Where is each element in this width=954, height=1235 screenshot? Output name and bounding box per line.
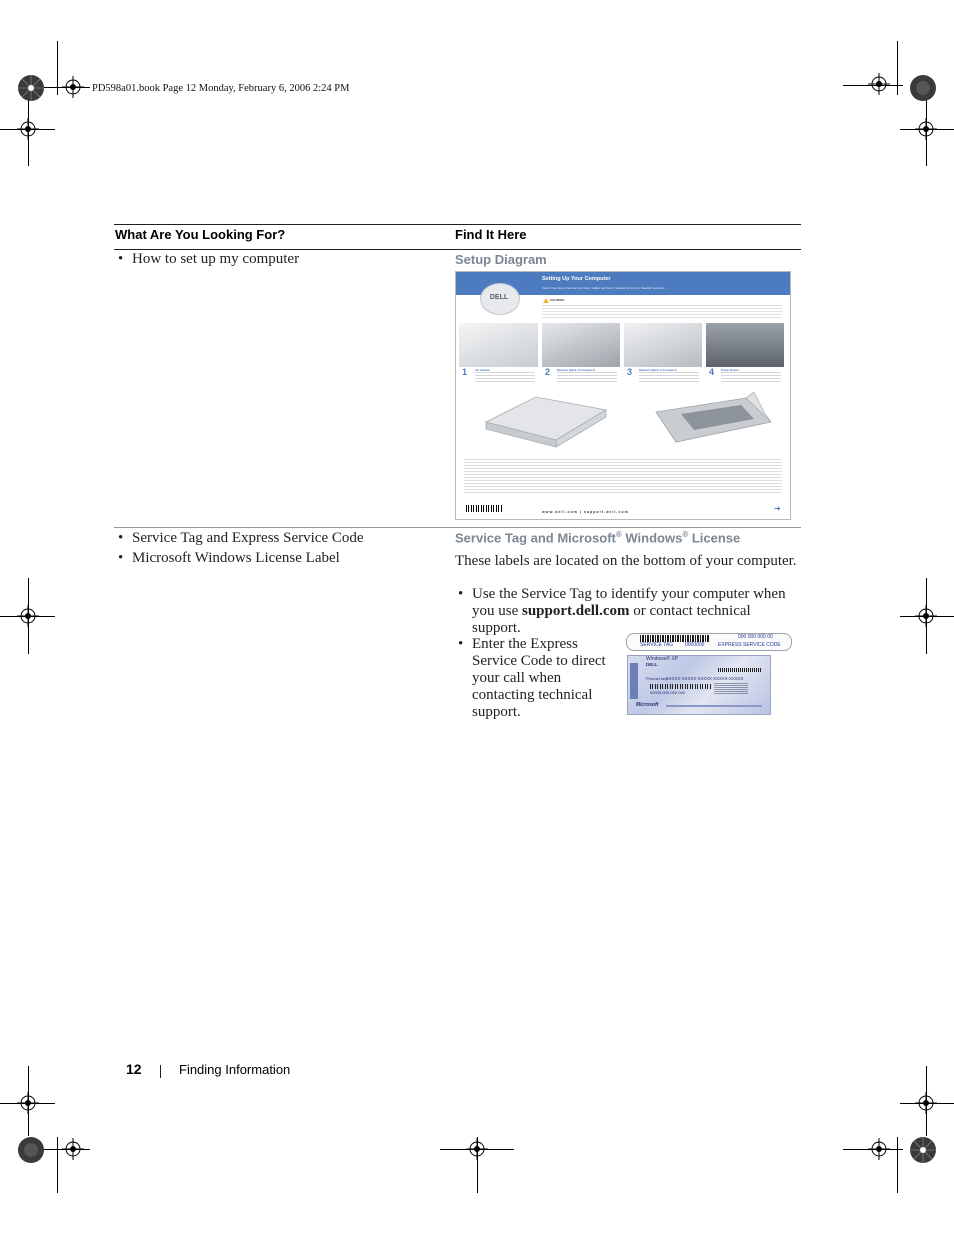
registration-mark-icon <box>466 1138 488 1160</box>
registration-mark-icon <box>62 76 84 98</box>
service-tag-license-label-image <box>626 633 792 717</box>
step-3-label: Network (Back of Computer) <box>639 368 677 372</box>
diagram-title: Setting Up Your Computer <box>542 276 611 282</box>
express-code-value: 000 000 000 00 <box>738 634 773 640</box>
color-rosette-icon <box>909 74 937 102</box>
list-item-service-tag-pre: Use the Service Tag to identify your computer when you use <box>472 586 786 619</box>
coa-bottom-line <box>666 705 762 707</box>
step-3-photo <box>624 323 702 367</box>
coa-oem-name: DELL <box>646 662 658 667</box>
coa-barcode-top-icon <box>718 668 762 672</box>
diagram-callout-text-lines <box>464 459 782 493</box>
list-item-service-tag-post: or contact technical support. <box>472 603 751 636</box>
table-top-rule <box>114 224 801 225</box>
registration-mark-icon <box>62 1138 84 1160</box>
step-3-text-lines <box>639 372 699 384</box>
registered-mark: ® <box>615 530 622 539</box>
step-4-number: 4 <box>709 367 715 377</box>
bullet-setup-computer: • How to set up my computer <box>132 251 299 268</box>
diagram-caution-text-lines <box>542 305 782 319</box>
column-header-find-it-here: Find It Here <box>455 227 527 242</box>
column-header-looking-for: What Are You Looking For? <box>115 227 286 242</box>
registration-mark-icon <box>915 605 937 627</box>
footer-section-name: Finding Information <box>179 1062 291 1077</box>
page-number: 12 <box>126 1061 142 1077</box>
section-title-part1: Service Tag and Microsoft <box>455 530 616 546</box>
color-rosette-icon <box>17 1136 45 1164</box>
bullet-windows-license: • Microsoft Windows License Label <box>132 550 340 567</box>
step-4-text-lines <box>721 372 781 384</box>
express-code-caption: EXPRESS SERVICE CODE <box>718 642 781 648</box>
step-2-label: Network (Back of Computer) <box>557 368 595 372</box>
labels-location-text: These labels are located on the bottom of your computer. <box>455 553 797 569</box>
color-rosette-icon <box>17 74 45 102</box>
registration-mark-icon <box>17 118 39 140</box>
step-2-text-lines <box>557 372 617 384</box>
bullet-service-tag: • Service Tag and Express Service Code <box>132 530 364 547</box>
registration-mark-icon <box>915 118 937 140</box>
step-4-photo <box>706 323 784 367</box>
arrow-right-icon: ➜ <box>774 504 781 513</box>
footer-separator <box>160 1065 161 1078</box>
diagram-subtitle: French text here | German text here | Italian text here | Spanish text here | Swedish text here <box>542 286 665 290</box>
table-header-rule <box>114 249 801 250</box>
service-tag-value: 0000000 <box>685 642 705 648</box>
service-tag-caption: SERVICE TAG <box>640 642 674 648</box>
step-1-number: 1 <box>462 367 468 377</box>
registration-mark-icon <box>868 1138 890 1160</box>
coa-barcode-icon <box>650 684 712 689</box>
book-file-header: PD598a01.book Page 12 Monday, February 6, 2006 2:24 PM <box>92 83 350 94</box>
section-title-part3: License <box>688 530 741 546</box>
windows-xp-brand: Windows® XP <box>646 656 679 662</box>
table-row-divider <box>114 527 801 528</box>
product-key-value: XXXXX-XXXXX-XXXXX-XXXXX-XXXXX <box>666 676 744 681</box>
step-1-text-lines <box>475 372 535 384</box>
section-title-setup-diagram: Setup Diagram <box>455 252 547 267</box>
list-item-express-code: • Enter the Express Service Code to direct your call when contacting technical support. <box>472 636 607 721</box>
step-3-number: 3 <box>627 367 633 377</box>
list-item-service-tag <box>472 586 794 637</box>
laptop-top-view-image <box>636 392 776 450</box>
setup-diagram-image <box>455 271 791 520</box>
diagram-barcode-icon <box>466 505 502 512</box>
caution-icon <box>543 298 549 303</box>
support-link-text: support.dell.com <box>522 603 630 619</box>
color-rosette-icon <box>909 1136 937 1164</box>
registration-mark-icon <box>915 1092 937 1114</box>
registration-mark-icon <box>17 1092 39 1114</box>
coa-side-stripe <box>630 663 638 699</box>
dell-logo-text: DELL <box>489 294 509 301</box>
coa-security-print <box>714 683 748 695</box>
diagram-caution: CAUTION: <box>550 298 565 302</box>
step-2-number: 2 <box>545 367 551 377</box>
laptop-side-view-image <box>476 392 616 450</box>
registration-mark-icon <box>868 73 890 95</box>
diagram-url: www.dell.com | support.dell.com <box>542 510 629 514</box>
registered-mark: ® <box>682 530 689 539</box>
step-1-label: AC Adapter <box>475 368 491 372</box>
registration-mark-icon <box>17 605 39 627</box>
section-title-part2: Windows <box>621 530 683 546</box>
product-key-caption: Product key: <box>646 676 669 681</box>
service-tag-barcode-icon <box>640 635 710 642</box>
section-title-service-tag-license <box>455 530 740 545</box>
step-2-photo <box>542 323 620 367</box>
microsoft-wordmark: Microsoft <box>636 702 659 708</box>
step-1-photo <box>459 323 538 367</box>
coa-number: 00000-000-000-000 <box>650 690 686 695</box>
step-4-label: Power Button <box>721 368 740 372</box>
